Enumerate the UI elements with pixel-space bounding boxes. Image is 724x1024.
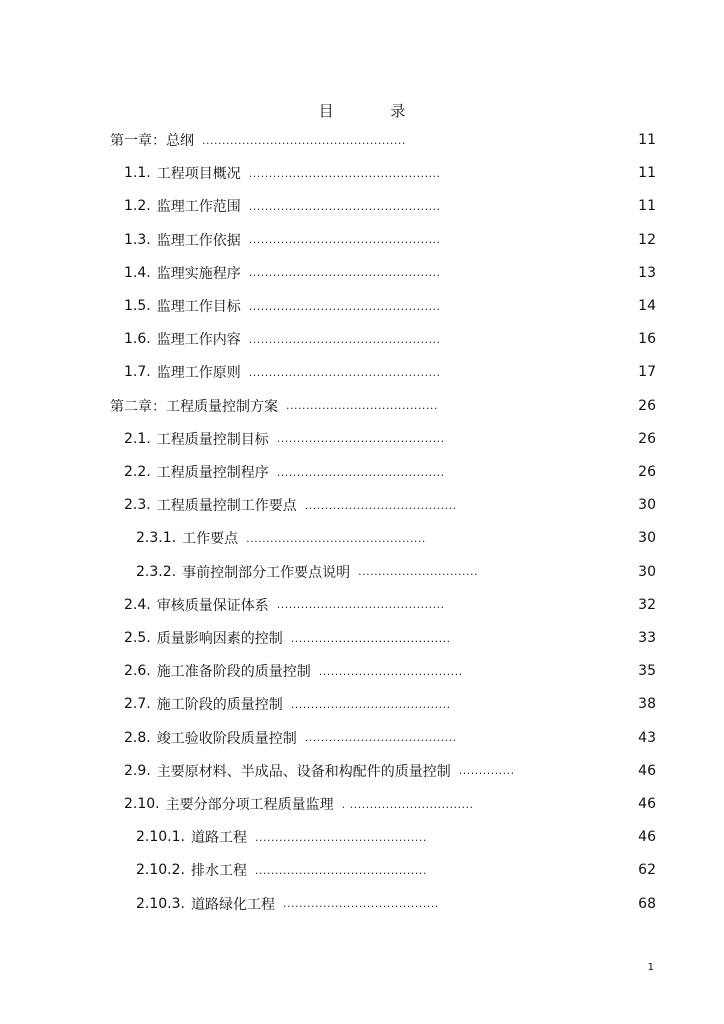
toc-entry-number: 2.7. (124, 696, 151, 713)
toc-entry-label: 工作要点 (182, 531, 239, 548)
toc-entry-label: 道路工程 (190, 830, 247, 847)
toc-entry-page: 62 (638, 862, 656, 879)
toc-entry-label: 施工准备阶段的质量控制 (156, 664, 311, 681)
toc-entry-page: 17 (638, 364, 656, 381)
toc-entry-page: 12 (638, 231, 656, 248)
toc-entry-leader: .......................................... (276, 598, 445, 612)
toc-entry-number: 1.1. (124, 165, 151, 182)
toc-entry-number: 2.2. (124, 464, 151, 480)
toc-entry-label: 排水工程 (190, 863, 247, 880)
toc-entry-page: 11 (638, 198, 656, 215)
toc-entry-number: 1.3. (124, 231, 151, 248)
toc-entry-page: 35 (638, 663, 656, 680)
toc-entry-page: 46 (638, 829, 656, 846)
toc-entry[interactable] (136, 855, 427, 885)
toc-entry-label: 监理工作内容 (156, 332, 241, 349)
toc-entry-label: 主要分部分项工程质量监理 (165, 797, 334, 813)
toc-entry-leader: ................................................... (202, 133, 406, 147)
toc-entry-label: 监理工作目标 (156, 299, 241, 315)
toc-entry[interactable] (124, 225, 441, 255)
toc-entry[interactable] (124, 191, 441, 221)
toc-entry-page: 14 (638, 298, 656, 314)
toc-entry-label: 质量影响因素的控制 (156, 631, 283, 647)
toc-entry-leader: ................................................ (248, 166, 441, 180)
toc-entry-leader: ................................................ (248, 233, 441, 247)
toc-entry[interactable] (110, 125, 406, 155)
toc-entry-number: 1.7. (124, 364, 151, 381)
toc-entry-label: 监理实施程序 (156, 265, 241, 282)
toc-entry[interactable] (124, 258, 441, 288)
toc-entry-leader: .................................... (318, 664, 463, 678)
toc-entry-label: 监理工作范围 (156, 199, 241, 216)
toc-entry-number: 2.9. (124, 762, 151, 779)
toc-entry[interactable] (124, 490, 457, 520)
toc-entry[interactable] (124, 756, 515, 786)
toc-entry-number: 2.5. (124, 630, 151, 646)
toc-entry-leader: ........................................ (290, 631, 451, 645)
toc-entry[interactable] (124, 789, 474, 819)
toc-entry-leader: ........................................... (254, 863, 427, 877)
toc-entry-leader: ........................................ (290, 697, 451, 711)
toc-entry-label: 工程质量控制工作要点 (156, 498, 297, 515)
toc-entry[interactable] (124, 158, 441, 188)
toc-entry-page: 13 (638, 264, 656, 281)
toc-entry-page: 46 (638, 796, 656, 812)
toc-entry-page: 16 (638, 331, 656, 348)
toc-entry-page: 26 (638, 397, 656, 414)
toc-entry-number: 1.5. (124, 298, 151, 314)
toc-entry-label: 第一章：总纲 (110, 133, 194, 149)
toc-entry-label: 事前控制部分工作要点说明 (182, 564, 351, 581)
toc-entry-leader: .......................................... (276, 432, 445, 446)
toc-entry-label: 工程项目概况 (156, 166, 241, 183)
toc-entry[interactable] (124, 457, 445, 487)
toc-entry-number: 1.6. (124, 331, 151, 348)
toc-entry-label: 工程质量控制目标 (156, 431, 269, 448)
toc-entry-page: 11 (638, 165, 656, 182)
toc-entry-number: 2.1. (124, 430, 151, 447)
toc-entry-label: 第二章：工程质量控制方案 (110, 398, 278, 415)
toc-entry-leader: . ............................... (341, 797, 474, 811)
toc-entry-label: 道路绿化工程 (190, 896, 275, 913)
toc-entry-page: 26 (638, 464, 656, 480)
toc-entry-number: 2.10.1. (136, 829, 185, 846)
toc-entry-label: 审核质量保证体系 (156, 597, 269, 614)
toc-entry-leader: ................................................ (248, 199, 441, 213)
toc-entry-number: 2.8. (124, 729, 151, 746)
toc-entry-page: 11 (638, 132, 656, 148)
toc-entry-leader: ........................................... (254, 830, 427, 844)
toc-entry[interactable] (110, 391, 438, 421)
toc-entry-leader: ............................................. (246, 531, 426, 545)
toc-entry-leader: ...................................... (286, 399, 438, 413)
toc-entry[interactable] (124, 723, 457, 753)
toc-entry-label: 工程质量控制程序 (156, 465, 269, 481)
toc-entry-number: 2.3.2. (136, 563, 177, 580)
toc-entry[interactable] (124, 424, 445, 454)
toc-entry-number: 2.3. (124, 497, 151, 514)
toc-entry-leader: ................................................ (248, 365, 441, 379)
toc-entry-number: 1.4. (124, 264, 151, 281)
toc-entry-label: 监理工作原则 (156, 365, 241, 382)
toc-entry-page: 26 (638, 430, 656, 447)
toc-entry-page: 30 (638, 530, 656, 547)
toc-entry[interactable] (136, 557, 478, 587)
toc-entry-page: 38 (638, 696, 656, 713)
toc-entry-label: 竣工验收阶段质量控制 (156, 730, 297, 747)
toc-entry-page: 32 (638, 596, 656, 613)
toc-entry-leader: .......................................... (276, 465, 445, 479)
toc-entry-leader: .............................. (358, 565, 478, 579)
toc-entry-number: 2.10.3. (136, 895, 185, 912)
toc-entry[interactable] (124, 689, 451, 719)
toc-entry-number: 2.10.2. (136, 862, 185, 879)
toc-entry-page: 43 (638, 729, 656, 746)
toc-entry[interactable] (124, 357, 441, 387)
toc-entry[interactable] (124, 291, 441, 321)
toc-entry[interactable] (136, 889, 439, 919)
toc-entry-number: 2.4. (124, 596, 151, 613)
page-number: 1 (647, 962, 654, 973)
toc-entry[interactable] (124, 623, 451, 653)
toc-entry-leader: .............. (458, 764, 515, 778)
toc-entry[interactable] (124, 324, 441, 354)
toc-entry-page: 46 (638, 762, 656, 779)
toc-entry-page: 33 (638, 630, 656, 646)
toc-entry-number: 2.10. (124, 796, 160, 812)
toc-entry-number: 2.6. (124, 663, 151, 680)
toc-entry-number: 2.3.1. (136, 530, 177, 547)
toc-entry-leader: ................................................ (248, 266, 441, 280)
toc-entry-leader: ....................................... (282, 897, 439, 911)
toc-entry[interactable] (136, 822, 427, 852)
toc-title: 目 录 (318, 102, 432, 120)
toc-entry-label: 监理工作依据 (156, 232, 241, 249)
toc-entry-label: 施工阶段的质量控制 (156, 697, 283, 714)
toc-entry[interactable] (124, 656, 463, 686)
toc-entry-leader: ...................................... (304, 731, 457, 745)
toc-entry[interactable] (124, 590, 445, 620)
toc-entry-page: 30 (638, 497, 656, 514)
toc-entry-page: 68 (638, 895, 656, 912)
toc-entry-page: 30 (638, 563, 656, 580)
toc-entry[interactable] (136, 523, 426, 553)
toc-entry-label: 主要原材料、半成品、设备和构配件的质量控制 (156, 763, 451, 780)
toc-entry-number: 1.2. (124, 198, 151, 215)
toc-entry-leader: ................................................ (248, 332, 441, 346)
toc-entry-leader: ...................................... (304, 498, 457, 512)
toc-entry-leader: ................................................ (248, 299, 441, 313)
